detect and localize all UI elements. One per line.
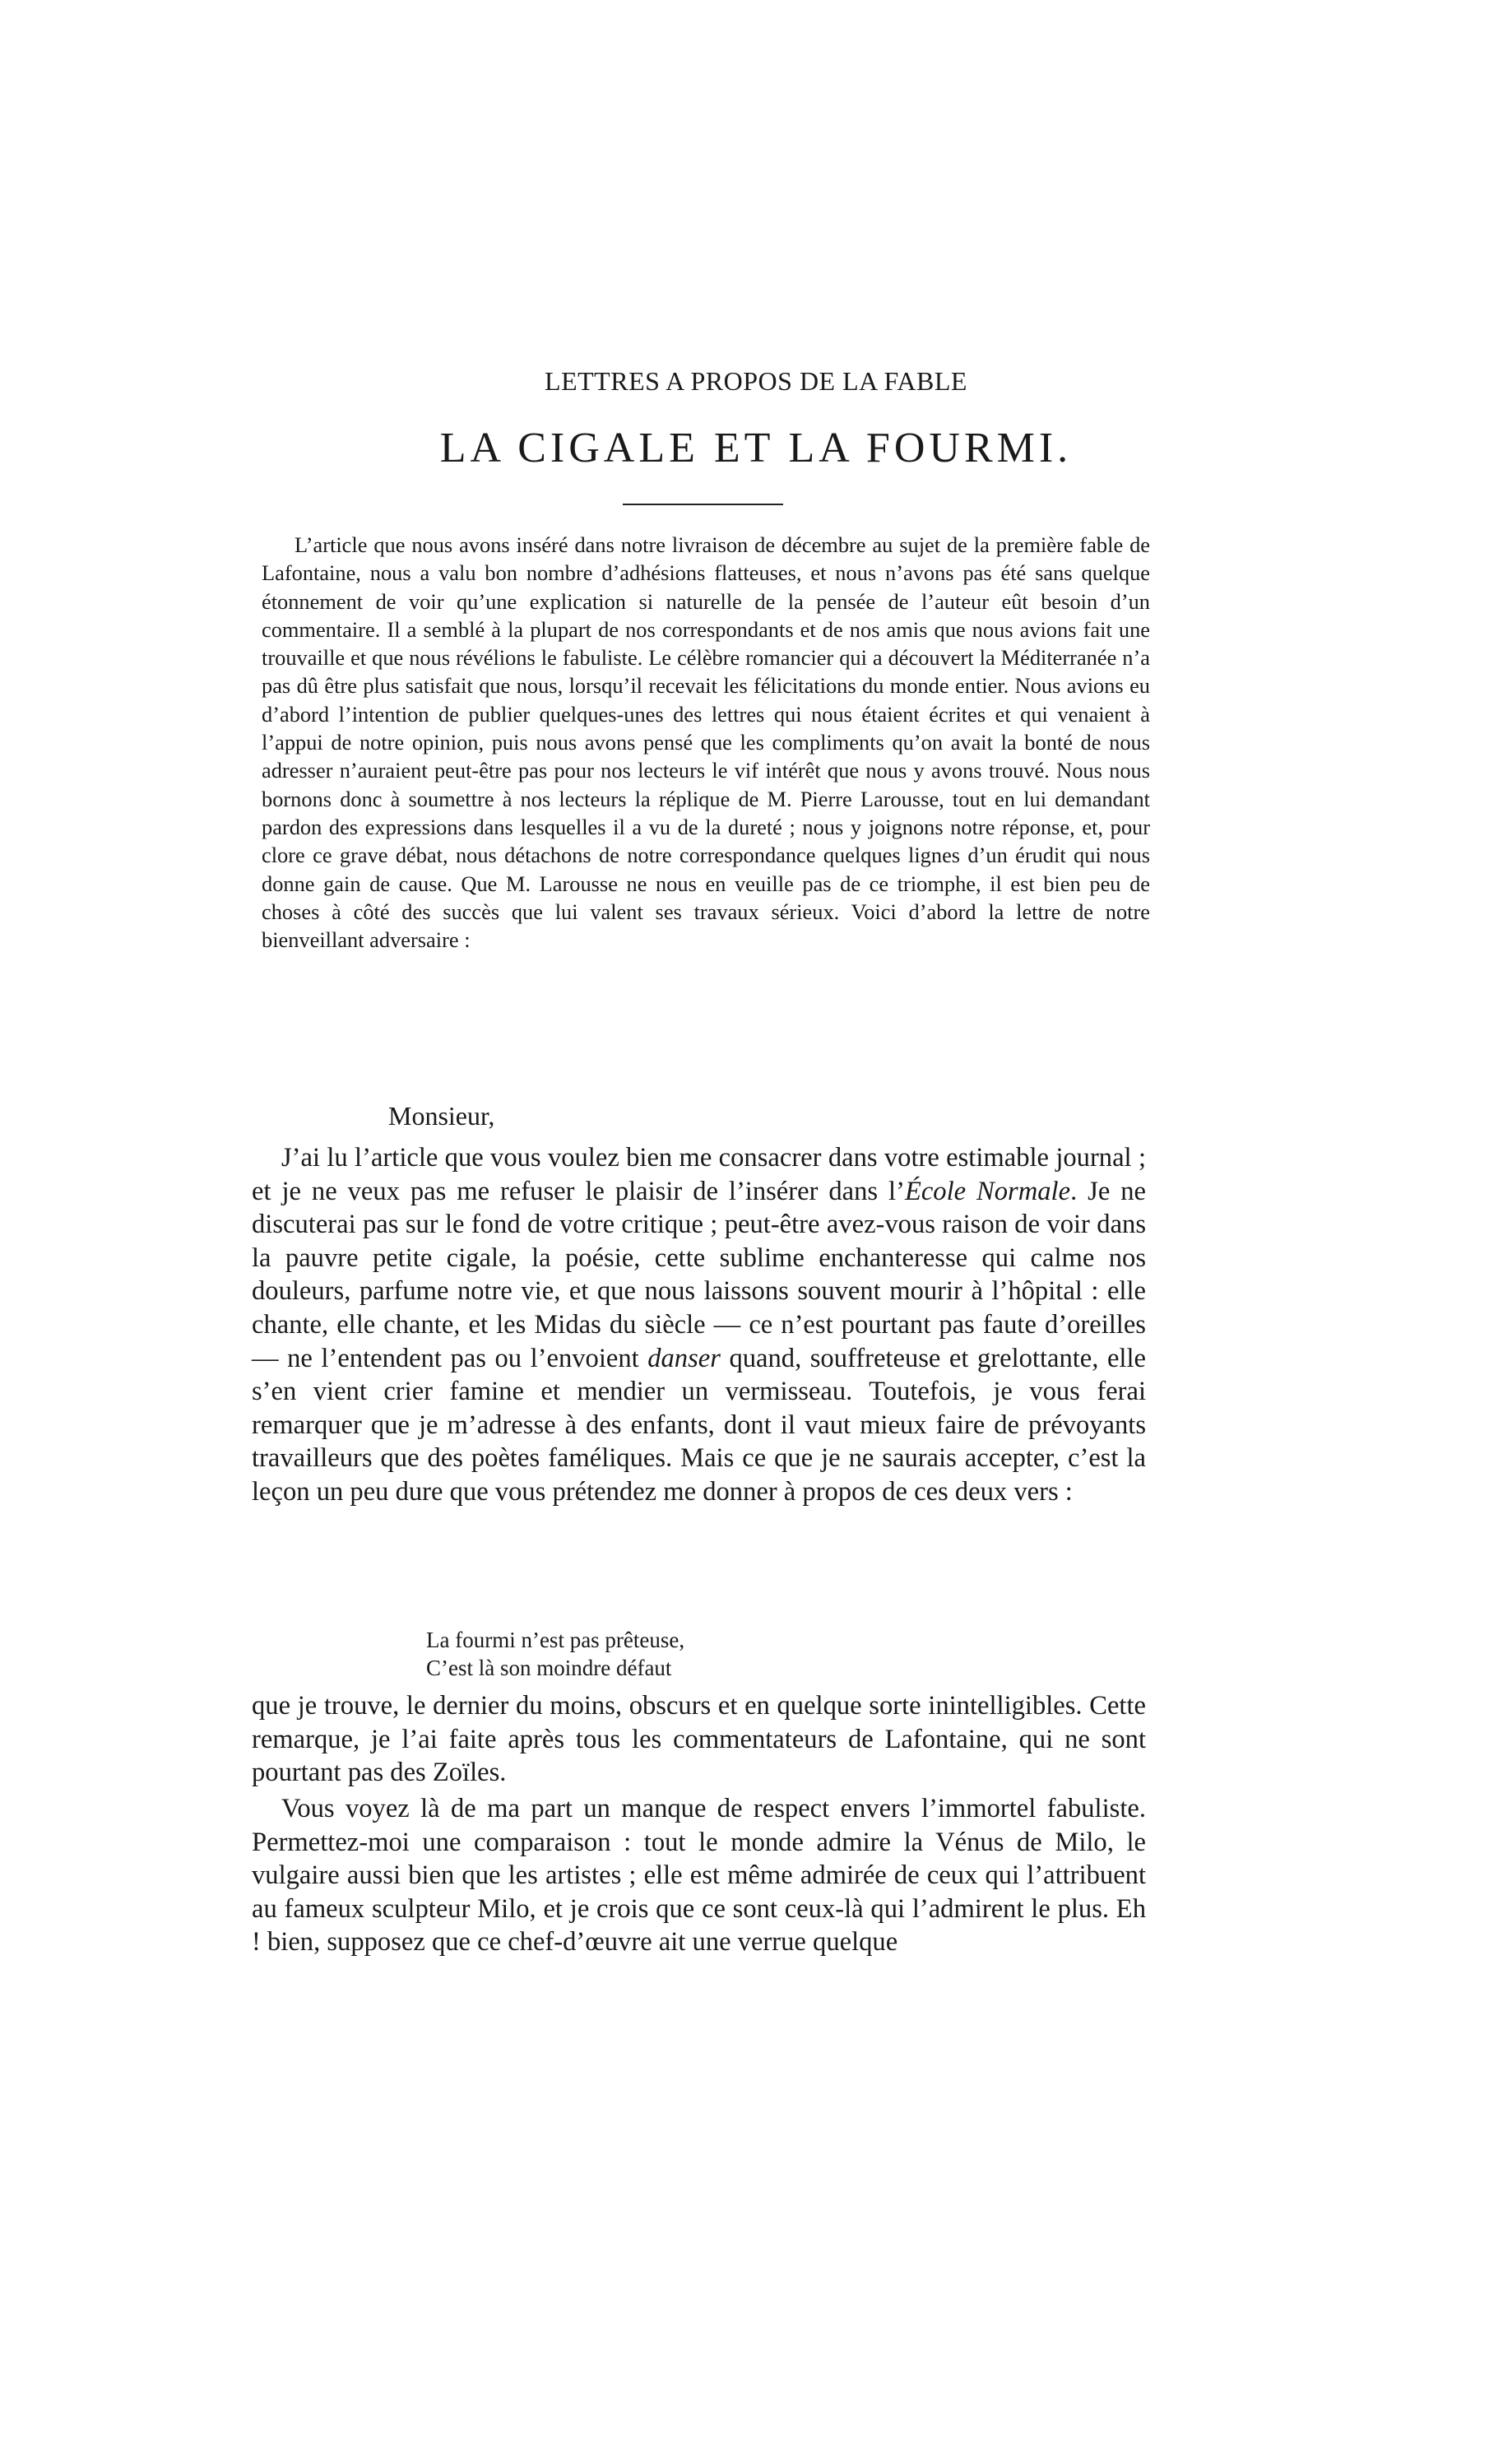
intro-paragraph: L’article que nous avons inséré dans notre livraison de décembre au sujet de la première fable de Lafontaine, nous a valu bon nombre d’adhésions flatteuses, et nous n’avons pas été sans quelque étonnement de voir qu’une explication si naturelle de la pensée de l’auteur eût besoin d’un commentaire. Il a semblé à la plupart de nos correspondants et de nos amis que nous avions fait une trouvaille et que nous révélions le fabuliste. Le célèbre romancier qui a découvert la Méditerranée n’a pas dû être plus satisfait que nous, lorsqu’il recevait les félicitations du monde entier. Nous avions eu d’abord l’intention de publier quelques-unes des lettres qui nous étaient écrites et qui venaient à l’appui de notre opinion, puis nous avons pensé que les compliments qu’on avait la bonté de nous adresser n’auraient peut-être pas pour nos lecteurs le vif intérêt que nous y avons trouvé. Nous nous bornons donc à soumettre à nos lecteurs la réplique de M. Pierre Larousse, tout en lui demandant pardon des expressions dans lesquelles il a vu de la dureté ; nous y joignons notre réponse, et, pour clore ce grave débat, nous détachons de notre correspondance quelques lignes d’un érudit qui nous donne gain de cause. Que M. Larousse ne nous en veuille pas de ce triomphe, il est bien peu de choses à côté des succès que lui valent ses travaux sérieux. Voici d’abord la lettre de notre bienveillant adversaire : xyxy=(262,532,1150,953)
article-title: LA CIGALE ET LA FOURMI. xyxy=(439,425,1073,471)
journal-name: École Normale xyxy=(904,1176,1071,1206)
verse-line-1: La fourmi n’est pas prêteuse, xyxy=(426,1628,685,1652)
letter-paragraph-3: Vous voyez là de ma part un manque de respect envers l’immortel fabuliste. Permettez-moi une comparaison : tout le monde admire la Vénus de Milo, le vulgaire aussi bien que les artistes ; elle est même admirée de ceux qui l’attribuent au fameux sculpteur Milo, et je crois que ce sont ceux-là qui l’admirent le plus. Eh ! bien, supposez que ce chef-d’œuvre ait une verrue quelque xyxy=(252,1794,1146,1958)
letter-p1-part-a: J’ai lu l’article que vous voulez bien me consacrer dans votre estimable journal ; et je ne veux pas me refuser le plaisir de l’insérer dans l’ xyxy=(252,1143,1146,1206)
section-kicker: LETTRES A PROPOS DE LA FABLE xyxy=(545,366,967,396)
emphasis-danser: danser xyxy=(647,1343,721,1373)
verse-quote xyxy=(426,1626,684,1682)
title-rule xyxy=(623,504,783,505)
letter-paragraph-2: que je trouve, le dernier du moins, obscurs et en quelque sorte inintelligibles. Cette remarque, je l’ai faite après tous les commentateurs de Lafontaine, qui ne sont pourtant pas des Zoïles. xyxy=(252,1691,1146,1788)
letter-p1-part-c: quand, souffreteuse et grelottante, elle s’en vient crier famine et mendier un vermisseau. Toutefois, je vous ferai remarquer que je m’adresse à des enfants, dont il vaut mieux faire de prévoyants travailleurs que des poètes faméliques. Mais ce que je ne saurais accepter, c’est la leçon un peu dure que vous prétendez me donner à propos de ces deux vers : xyxy=(252,1343,1146,1507)
letter-salutation: Monsieur, xyxy=(388,1101,495,1131)
letter-p1-part-b: . Je ne discuterai pas sur le fond de votre critique ; peut-être avez-vous raison de voir dans la pauvre petite cigale, la poésie, cette sublime enchanteresse qui calme nos douleurs, parfume notre vie, et que nous laissons souvent mourir à l’hôpital : elle chante, elle chante, et les Midas du siècle — ce n’est pourtant pas faute d’oreilles — ne l’entendent pas ou l’envoient xyxy=(252,1176,1146,1373)
verse-line-2: C’est là son moindre défaut xyxy=(426,1656,672,1680)
letter-paragraph-1 xyxy=(252,1141,1146,1509)
